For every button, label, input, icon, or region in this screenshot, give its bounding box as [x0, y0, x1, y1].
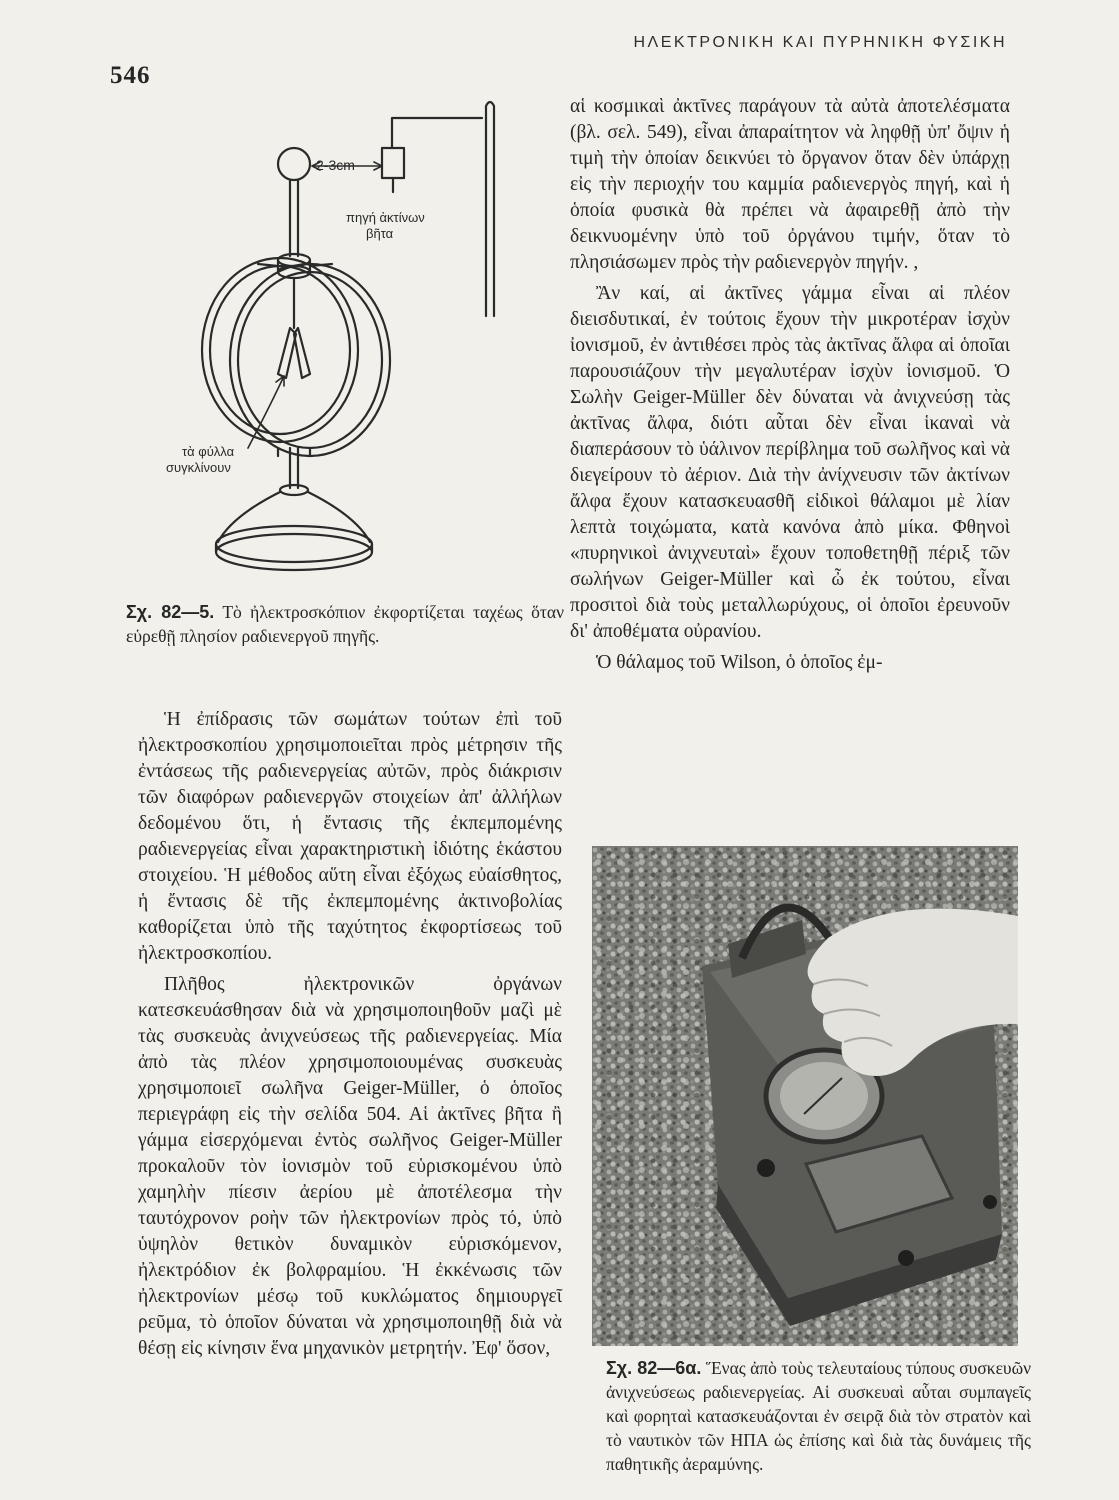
beta-source-label: πηγή ἀκτίνων: [346, 210, 425, 225]
running-head: ΗΛΕΚΤΡΟΝΙΚΗ ΚΑΙ ΠΥΡΗΝΙΚΗ ΦΥΣΙΚΗ: [633, 34, 1007, 51]
figure-6a-caption-text: Ἕνας ἀπὸ τοὺς τελευταίους τύπους συσκευῶν ἀνιχνεύσεως ραδιενεργείας. Αἱ συσκευαὶ αὗται συμπαγεῖς καὶ φορηταὶ κατασκευάζονται ἐν σειρᾷ διὰ τὸν στρατὸν καὶ τὸ ναυτικὸν τῶν ΗΠΑ ὡς ἐπίσης καὶ διὰ τὰς δυνάμεις τῆς παθητικῆς ἀεραμύνης.: [606, 1358, 1032, 1474]
figure-5-caption: [126, 600, 564, 648]
paragraph: Ἂν καί, αἱ ἀκτῖνες γάμμα εἶναι αἱ πλέον διεισδυτικαί, ἐν τούτοις ἔχουν τὴν μικροτέραν ἰσχὺν ἰονισμοῦ, ἐν ἀντιθέσει πρὸς τὰς ἀκτῖνας ἄλφα αἱ ὁποῖαι παρουσιάζουν τὴν μεγαλυτέραν ἰσχὺν ἰονισμοῦ. Ὁ Σωλὴν Geiger-Müller δὲν δύναται νὰ ἀνιχνεύσῃ τὰς ἀκτῖνας ἄλφα, διότι αὗται δὲν εἶναι ἱκαναὶ νὰ διαπεράσουν τὸ ὑάλινον περίβλημα τοῦ σωλῆνος καὶ νὰ διεγείρουν τὸ ἀέριον. Διὰ τὴν ἀνίχνευσιν τῶν ἀκτίνων ἄλφα ἔχουν κατασκευασθῆ εἰδικοὶ θάλαμοι μὲ λίαν λεπτὰ τοιχώματα, κατὰ κανόνα ἀπὸ μίκα. Φθηνοὶ «πυρηνικοὶ ἀνιχνευταὶ» ἔχουν τοποθετηθῇ πέριξ τῶν σωλήνων Geiger-Müller καὶ ὦ ἐκ τούτου, εἶναι προσιτοὶ διὰ τοὺς μεταλλωρύχους, οἱ ὁποῖοι ἐρευνοῦν δι' ἀποθέματα οὐρανίου.: [570, 283, 1010, 642]
left-column: [138, 707, 562, 1362]
detector-photo: [592, 846, 1018, 1346]
electroscope-figure: [160, 88, 540, 588]
figure-5-number: Σχ. 82—5.: [126, 602, 215, 622]
figure-6a-number: Σχ. 82—6α.: [606, 1358, 702, 1378]
paragraph: Ὁ θάλαμος τοῦ Wilson, ὁ ὁποῖος ἐμ-: [596, 652, 883, 673]
paragraph: Πλῆθος ἠλεκτρονικῶν ὀργάνων κατεσκευάσθησαν διὰ νὰ χρησιμοποιηθοῦν μαζὶ μὲ τὰς συσκευὰς ἀνιχνεύσεως τῆς ραδιενεργείας. Μία ἀπὸ τὰς πλέον χρησιμοποιουμένας συσκευὰς χρησιμοποιεῖ σωλῆνα Geiger-Müller, ὁ ὁποῖος περιεγράφη εἰς τὴν σελίδα 504. Αἱ ἀκτῖνες βῆτα ἢ γάμμα εἰσερχόμεναι ἐντὸς σωλῆνος Geiger-Müller προκαλοῦν τὸν ἰονισμὸν τοῦ εὑρισκομένου ὑπὸ χαμηλὴν πίεσιν ἀερίου μὲ ἀποτέλεσμα τὴν ταυτόχρονον ροὴν τῶν ἠλεκτρονίων πρὸς τό, ὑπὸ ὑψηλὸν θετικὸν δυναμικὸν εὑρισκόμενον, ἠλεκτρόδιον ἐκ βολφραμίου. Ἡ ἐκκένωσις τῶν ἠλεκτρονίων μέσῳ τοῦ κυκλώματος δημιουργεῖ ρεῦμα, τὸ ὁποῖον δύναται νὰ χρησιμοποιηθῇ διὰ νὰ θέσῃ εἰς κίνησιν ἕνα μηχανικὸν μετρητήν. Ἐφ' ὅσον,: [138, 974, 562, 1359]
distance-label: 2-3cm: [316, 157, 355, 173]
figure-6a-caption: [606, 1356, 1031, 1476]
paragraph: αἱ κοσμικαὶ ἀκτῖνες παράγουν τὰ αὐτὰ ἀποτελέσματα (βλ. σελ. 549), εἶναι ἀπαραίτητον νὰ ληφθῇ ὑπ' ὄψιν ἡ τιμὴ τὴν ὁποίαν δεικνύει τὸ ὄργανον ὅταν δὲν ὑπάρχῃ εἰς τὴν περιοχήν του καμμία ραδιενεργὸς πηγή, καὶ ἡ ὁποία φυσικὰ θὰ πρέπει νὰ ἀφαιρεθῇ ἀπὸ τὴν δεικνυομένην ὑπὸ τοῦ ὀργάνου τιμήν, ὅταν τὸ πλησιάσωμεν πρὸς τὴν ραδιενεργὸν πηγήν. ,: [570, 96, 1010, 273]
right-column: [570, 94, 1010, 676]
paragraph: Ἡ ἐπίδρασις τῶν σωμάτων τούτων ἐπὶ τοῦ ἠλεκτροσκοπίου χρησιμοποιεῖται πρὸς μέτρησιν τῆς ἐντάσεως τῆς ραδιενεργείας αὐτῶν, πρὸς διάκρισιν τῶν διαφόρων ραδιενεργῶν στοιχείων ἀπ' ἀλλήλων δεδομένου ὅτι, ἡ ἔντασις τῆς ἐκπεμπομένης ραδιενεργείας εἶναι χαρακτηριστικὴ ἰδιότης ἑκάστου στοιχείου. Ἡ μέθοδος αὕτη εἶναι ἐξόχως εὐαίσθητος, ἡ ἔντασις δὲ τῆς ἐκπεμπομένης ἀκτινοβολίας καθορίζεται ὑπὸ τῆς ταχύτητος ἐκφορτίσεως τοῦ ἠλεκτροσκοπίου.: [138, 709, 562, 964]
beta-source-label-2: βῆτα: [366, 226, 394, 241]
leaves-label-2: συγκλίνουν: [166, 460, 231, 475]
leaves-label: τὰ φύλλα: [182, 444, 235, 459]
figure-5-caption-text: Τὸ ἠλεκτροσκόπιον ἐκφορτίζεται ταχέως ὅταν εὑρεθῇ πλησίον ραδιενεργοῦ πηγῆς.: [126, 602, 564, 646]
page-number: 546: [110, 62, 151, 89]
